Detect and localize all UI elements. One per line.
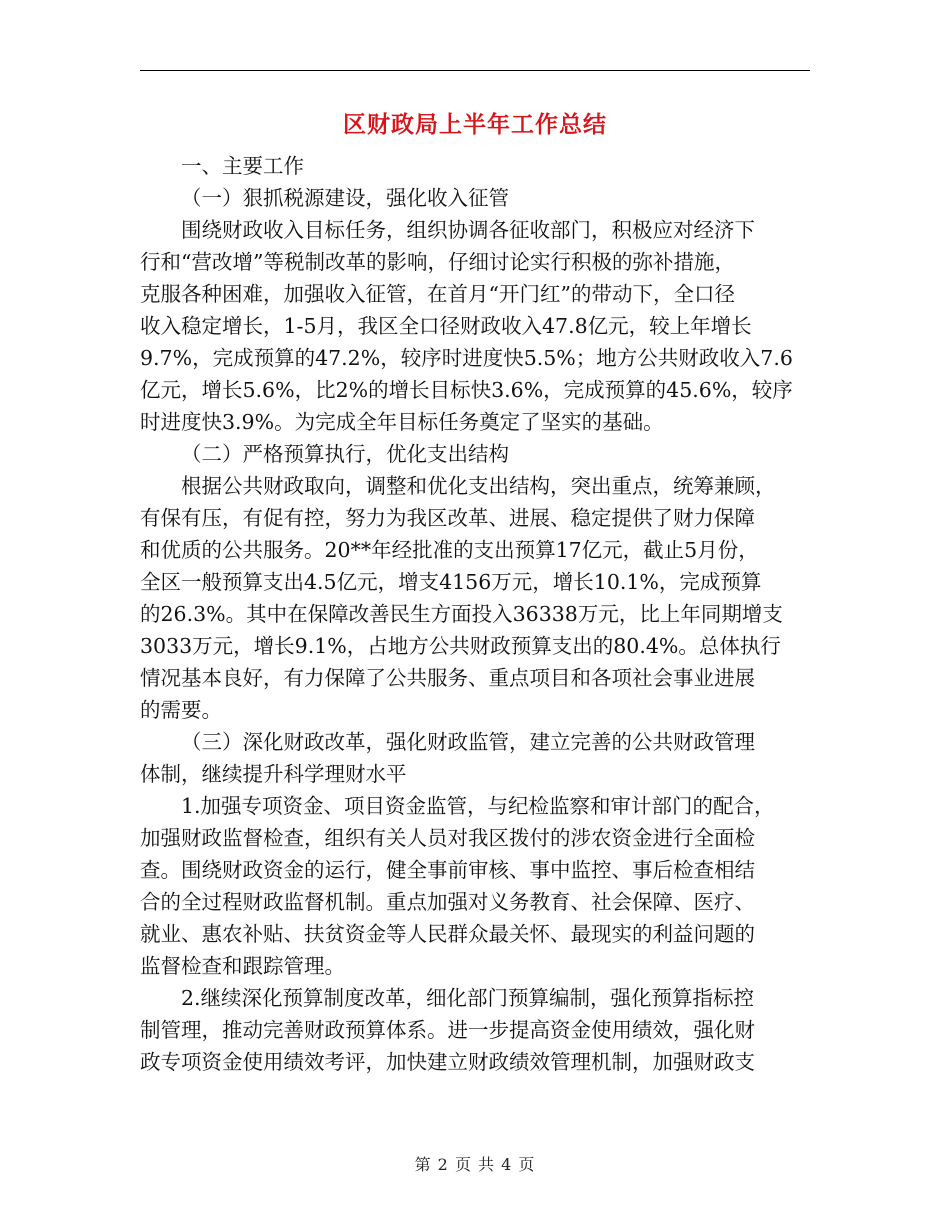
text-line: 就业、惠农补贴、扶贫资金等人民群众最关怀、最现实的利益问题的	[140, 922, 755, 946]
text-line: 3033万元，增长9.1%，占地方公共财政预算支出的80.4%。总体执行	[140, 634, 781, 658]
text-line: 收入稳定增长，1-5月，我区全口径财政收入47.8亿元，较上年增长	[140, 314, 752, 338]
text-line: 围绕财政收入目标任务，组织协调各征收部门，积极应对经济下	[181, 218, 755, 242]
text-line: 9.7%，完成预算的47.2%，较序时进度快5.5%；地方公共财政收入7.6	[140, 346, 793, 370]
header-rule	[140, 70, 810, 71]
text-line: （一）狠抓税源建设，强化收入征管	[181, 186, 509, 210]
text-line: 一、主要工作	[181, 154, 304, 178]
text-line: 政专项资金使用绩效考评，加快建立财政绩效管理机制，加强财政支	[140, 1050, 755, 1074]
text-line: 有保有压，有促有控，努力为我区改革、进展、稳定提供了财力保障	[140, 506, 755, 530]
text-line: 的需要。	[140, 698, 222, 722]
document-body	[140, 150, 810, 1078]
text-line: 克服各种困难，加强收入征管，在首月“开门红”的带动下，全口径	[140, 282, 735, 306]
page-number-footer: 第 2 页 共 4 页	[414, 1155, 536, 1174]
text-line: 查。围绕财政资金的运行，健全事前审核、事中监控、事后检查相结	[140, 858, 755, 882]
text-line: 行和“营改增”等税制改革的影响，仔细讨论实行积极的弥补措施，	[140, 250, 735, 274]
text-line: 根据公共财政取向，调整和优化支出结构，突出重点，统筹兼顾，	[181, 474, 776, 498]
text-line: 和优质的公共服务。20**年经批准的支出预算17亿元，截止5月份，	[140, 538, 759, 562]
text-line: 情况基本良好，有力保障了公共服务、重点项目和各项社会事业进展	[140, 666, 755, 690]
text-line: 体制，继续提升科学理财水平	[140, 762, 407, 786]
text-line: 全区一般预算支出4.5亿元，增支4156万元，增长10.1%，完成预算	[140, 570, 762, 594]
text-line: 合的全过程财政监督机制。重点加强对义务教育、社会保障、医疗、	[140, 890, 755, 914]
document-title: 区财政局上半年工作总结	[343, 111, 607, 138]
text-line: （三）深化财政改革，强化财政监管，建立完善的公共财政管理	[181, 730, 755, 754]
text-line: 时进度快3.9%。为完成全年目标任务奠定了坚实的基础。	[140, 410, 664, 434]
text-line: 2.继续深化预算制度改革，细化部门预算编制，强化预算指标控	[181, 986, 755, 1010]
text-line: 监督检查和跟踪管理。	[140, 954, 345, 978]
text-line: 加强财政监督检查，组织有关人员对我区拨付的涉农资金进行全面检	[140, 826, 755, 850]
text-line: 亿元，增长5.6%，比2%的增长目标快3.6%，完成预算的45.6%，较序	[140, 378, 793, 402]
text-line: 制管理，推动完善财政预算体系。进一步提高资金使用绩效，强化财	[140, 1018, 755, 1042]
text-line: 的26.3%。其中在保障改善民生方面投入36338万元，比上年同期增支	[140, 602, 783, 626]
text-line: （二）严格预算执行，优化支出结构	[181, 442, 509, 466]
text-line: 1.加强专项资金、项目资金监管，与纪检监察和审计部门的配合，	[181, 794, 775, 818]
